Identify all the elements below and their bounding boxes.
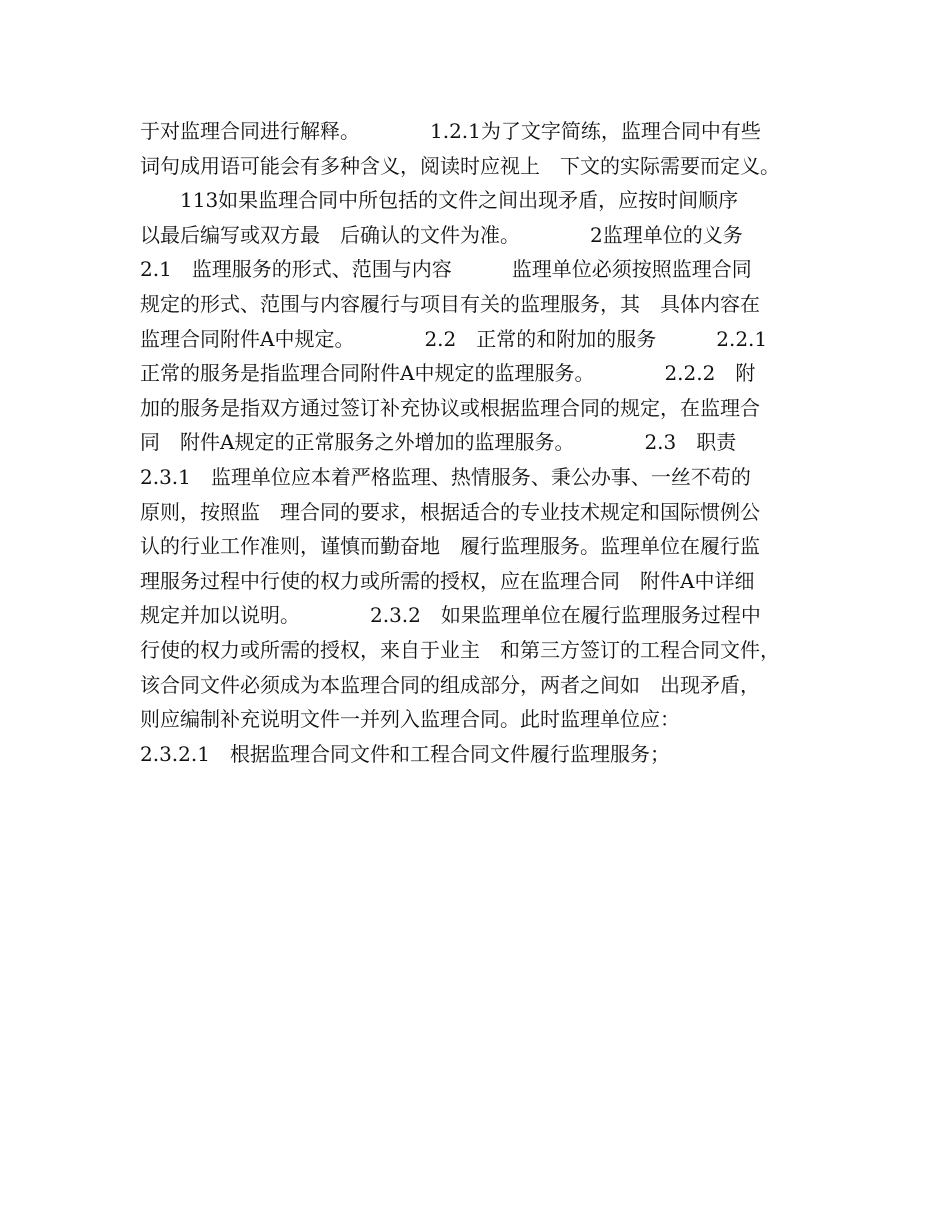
text-line: 113如果监理合同中所包括的文件之间出现矛盾，应按时间顺序 (140, 188, 739, 213)
text-line: 监理合同附件A中规定。 2.2 正常的和附加的服务 2.2.1 (140, 326, 768, 351)
text-line: 规定的形式、范围与内容履行与项目有关的监理服务，其 具体内容在 (140, 291, 760, 316)
body-text (140, 114, 815, 771)
text-line: 2.3.2.1 根据监理合同文件和工程合同文件履行监理服务； (140, 741, 670, 766)
text-line: 词句成用语可能会有多种含义，阅读时应视上 下文的实际需要而定义。 (140, 153, 780, 178)
text-line: 理服务过程中行使的权力或所需的授权，应在监理合同 附件A中详细 (140, 568, 755, 593)
text-line: 于对监理合同进行解释。 1.2.1为了文字简练，监理合同中有些 (140, 119, 761, 143)
text-line: 原则，按照监 理合同的要求，根据适合的专业技术规定和国际惯例公 (140, 499, 760, 524)
text-line: 正常的服务是指监理合同附件A中规定的监理服务。 2.2.2 附 (140, 361, 756, 386)
text-line: 该合同文件必须成为本监理合同的组成部分，两者之间如 出现矛盾， (140, 672, 760, 697)
text-line: 2.1 监理服务的形式、范围与内容 监理单位必须按照监理合同 (140, 257, 752, 282)
text-line: 同 附件A规定的正常服务之外增加的监理服务。 2.3 职责 (140, 430, 737, 455)
text-line: 以最后编写或双方最 后确认的文件为准。 2监理单位的义务 (140, 222, 743, 247)
text-line: 行使的权力或所需的授权，来自于业主 和第三方签订的工程合同文件， (140, 637, 780, 662)
text-line: 规定并加以说明。 2.3.2 如果监理单位在履行监理服务过程中 (140, 603, 761, 628)
text-line: 加的服务是指双方通过签订补充协议或根据监理合同的规定，在监理合 (140, 395, 760, 420)
text-line: 认的行业工作准则，谨慎而勤奋地 履行监理服务。监理单位在履行监 (140, 534, 760, 559)
text-line: 则应编制补充说明文件一并列入监理合同。此时监理单位应： (140, 707, 680, 732)
text-line: 2.3.1 监理单位应本着严格监理、热情服务、秉公办事、一丝不苟的 (140, 464, 751, 489)
